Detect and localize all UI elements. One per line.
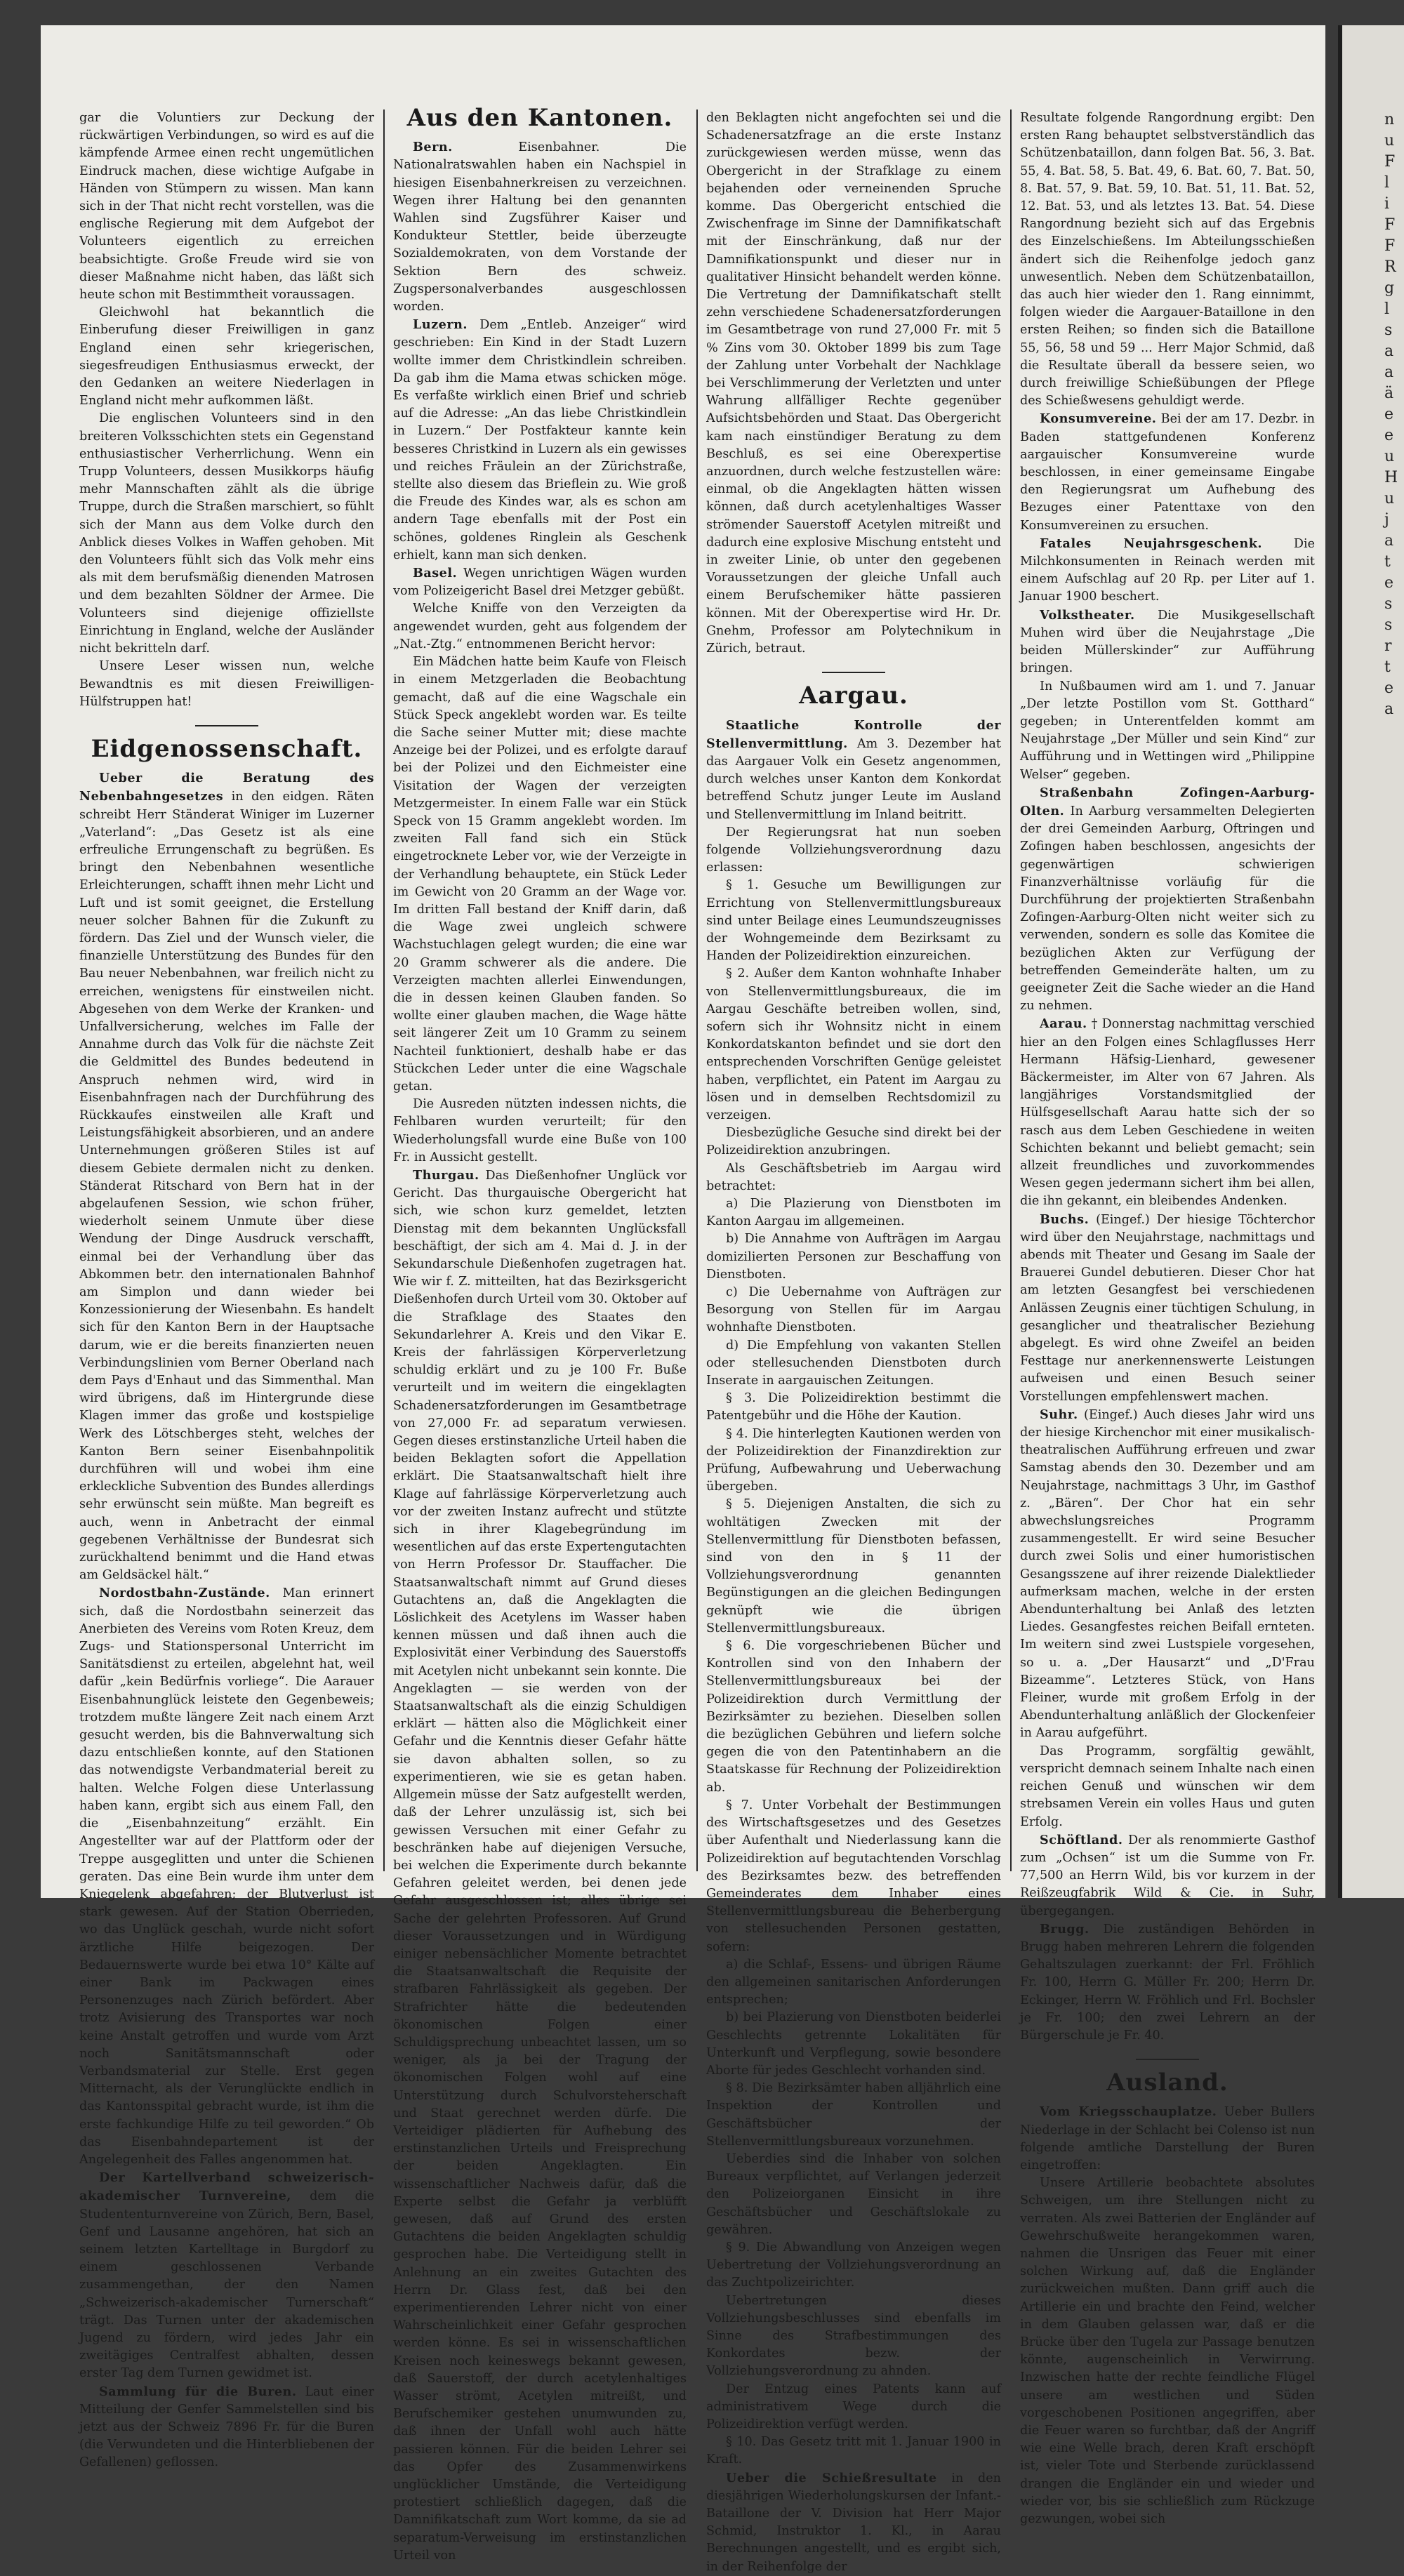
paragraph: Unsere Artillerie beobachtete absolutes Schweigen, um ihre Stellungen nicht zu verraten. Als zwei Batterien der Engländer auf Gewehrschußweite herangekommen waren, nahmen die Unsrigen das Feuer mit einer solchen Wirkung auf, daß die Engländer zurückweichen mußten. Dann griff auch die Artillerie ein und brachte den Feind, welcher in dem Glauben gelassen war, daß er die Brücke über den Tugela zur Passage benutzen könnte, augenscheinlich in Verwirrung. Inzwischen hatte der rechte feindliche Flügel unsere am westlichen und Süden vorgeschobenen Positionen angegriffen, aber die Feuer waren so furchtbar, daß der Angriff wie eine Welle brach, deren Kraft erschöpft ist, vieler Tote und Sterbende zurücklassend drangen die Engländer ein und wieder und wieder vor, bis sie schließlich zum Rückzuge gezwungen, wobei sich <box>1020 2176 1315 2527</box>
paragraph <box>1020 1211 1315 1406</box>
paragraph-text: Der als renommierte Gasthof zum „Ochsen“ ist um die Summe von Fr. 77,500 an Herrn Wild, bis vor kurzem in der Reißzeugfabrik Wild & Cie. in Suhr, übergegangen. <box>1020 1833 1315 1918</box>
section-divider <box>1136 2059 1199 2060</box>
paragraph-text: (Eingef.) Der hiesige Töchterchor wird über den Neujahrstage, nachmittags und abends mit Theater und Gesang im Saale der Brauerei Gundel debutieren. Dieser Chor hat am letzten Gesangfest bei verschiedenen Anlässen Zeugnis einer tüchtigen Schulung, in gesanglicher und theatralischer Beziehung abgelegt. Es wird ohne Zweifel an beiden Festtage nur anerkennenswerte Leistungen aufweisen und einen Besuch seiner Vorstellungen empfehlenswert machen. <box>1020 1212 1315 1404</box>
paragraph: § 8. Die Bezirksämter haben alljährlich eine Inspektion der Kontrollen und Geschäftsbücher der Stellenvermittlungsbureaux vorzunehmen. <box>706 2081 1001 2149</box>
strip-letter: t <box>1384 658 1391 676</box>
section-heading-aargau: Aargau. <box>799 682 908 710</box>
strip-letter: e <box>1384 574 1394 592</box>
paragraph-keyword: Thurgau. <box>413 1167 479 1183</box>
paragraph: Diesbezügliche Gesuche sind direkt bei der Polizeidirektion anzubringen. <box>706 1126 1001 1158</box>
paragraph-keyword: Aarau. <box>1040 1016 1087 1032</box>
paragraph-keyword: Volkstheater. <box>1040 607 1135 623</box>
section-divider <box>195 725 258 726</box>
paragraph-text: † Donnerstag nachmittag verschied hier an den Folgen eines Schlagflusses Herr Hermann Häfsig-Lienhard, gewesener Bäckermeister, im Alter von 67 Jahren. Als langjähriges Vorstandsmitglied der Hülfsgesellschaft Aarau hatte sich der so rasch aus dem Leben Geschiedene in weiten Schichten bekannt und beliebt gemacht; sein allzeit freundliches und zuvorkommendes Wesen gegen jedermann sichert ihm bei allen, die ihn gekannt, ein bleibendes Andenken. <box>1020 1017 1315 1209</box>
paragraph <box>1020 606 1315 678</box>
paragraph-keyword: Ueber die Beratung des Nebenbahngesetzes <box>79 771 374 804</box>
paragraph <box>79 1584 374 2169</box>
paragraph-keyword: Buchs. <box>1040 1211 1090 1227</box>
paragraph <box>1020 535 1315 606</box>
paragraph-keyword: Bern. <box>413 140 453 155</box>
paragraph-text: In Aarburg versammelten Delegierten der drei Gemeinden Aarburg, Oftringen und Zofingen haben beschlossen, angesichts der gegenwärtigen schwierigen Finanzverhältnisse vorläufig für die Durchführung der projektierten Straßenbahn Zofingen-Aarburg-Olten nicht weiter sich zu verwenden, sondern es solle das Komitee die bezüglichen Akten zur Verfügung der betreffenden Gemeinderäte halten, um zu geeigneter Zeit die Sache wieder an die Hand zu nehmen. <box>1020 804 1315 1014</box>
paragraph-keyword: Vom Kriegsschauplatze. <box>1040 2104 1217 2120</box>
paragraph: Die Ausreden nützten indessen nichts, die Fehlbaren wurden verurteilt; für den Wiederholungsfall wurde eine Buße von 100 Fr. in Aussicht gestellt. <box>393 1097 687 1164</box>
column-3 <box>706 109 1001 2576</box>
adjacent-page-fragments <box>1384 109 1404 720</box>
strip-letter: R <box>1384 258 1396 276</box>
paragraph-text: Das Dießenhofner Unglück vor Gericht. Das thurgauische Obergericht hat sich, wie schon kurz gemeldet, letzten Dienstag mit dem bekannten Unglücksfall beschäftigt, der sich am 4. Mai d. J. in der Sekundarschule Dießenhofen zugetragen hat. Wie wir f. Z. mitteilten, hat das Bezirksgericht Dießenhofen durch Urteil vom 30. Oktober auf die Strafklage des Staates den Sekundarlehrer A. Kreis und den Vikar E. Kreis der fahrlässigen Körperverletzung schuldig erklärt und zu je 100 Fr. Buße verurteilt und im weitern die eingeklagten Schadenersatzforderungen im Gesamtbetrage von 27,000 Fr. ad separatum verwiesen. Gegen dieses erstinstanzliche Urteil haben die beiden Beklagten sofort die Appellation erklärt. Die Staatsanwaltschaft hielt ihre Klage auf fahrlässige Körperverletzung auch vor der zweiten Instanz aufrecht und stützte sich in ihrer Klagebegründung im wesentlichen auf das erste Expertengutachten von Herrn Professor Dr. Stauffacher. Die Staatsanwaltschaft nimmt auf Grund dieses Gutachtens an, daß die Angeklagten die Löslichkeit des Acetylens im Wasser haben kennen müssen und daß ihnen auch die Explosivität einer Verbindung des Sauerstoffs mit Acetylen nicht unbekannt sein konnte. Die Angeklagten — sie werden von der Staatsanwaltschaft als die einzig Schuldigen erklärt — hätten also die Möglichkeit einer Gefahr und die Kenntnis dieser Gefahr hätte sie davon abhalten sollen, so zu experimentieren, wie sie es getan haben. Allgemein müsse der Satz aufgestellt werden, daß der Lehrer unzulässig ist, sich bei gewissen Versuchen mit einer Gefahr zu beschränken habe auf diejenigen Versuche, bei welchen die Experimente durch bekannte Gefahren geleitet werden, bei denen jede Gefahr ausgeschlossen ist; alles übrige sei Sache der gelehrten Professoren. Auf Grund dieser Voraussetzungen und in Würdigung einiger nebensächlicher Momente betrachtet die Staatsanwaltschaft die Requisite der strafbaren Fahrlässigkeit als gegeben. Der Strafrichter hätte die bedeutenden ökonomischen Folgen einer Schuldigsprechung unbeachtet lassen, um so weniger, als ja bei der Tragung der ökonomischen Folgen wohl auf eine Unterstützung durch Schulvorsteherschaft und Staat gerechnet werden dürfe. Die Verteidiger plädierten für Aufhebung des erstinstanzlichen Urteils und Freisprechung der beiden Angeklagten. Ein wissenschaftlicher Nachweis dafür, daß die Experte selbst die Gefahr ja verblüfft gewesen, daß auf Grund des ersten Gutachtens die beiden Angeklagten schuldig gesprochen habe. Die Verteidigung stellt in Anlehnung an ein zweites Gutachten des Herrn Dr. Glass fest, daß bei den experimentierenden Lehrer nicht von einer Wahrscheinlichkeit einer Gefahr gesprochen werden könne. Es sei in wissenschaftlichen Kreisen noch keineswegs bekannt gewesen, daß Sauerstoff, der durch acetylenhaltiges Wasser strömt, Acetylen mitreißt, und Berufschemiker gestehen unumwunden zu, daß ihnen der Unfall wohl auch hätte passieren können. Für die beiden Lehrer sei das Opfer des Zusammenwirkens unglücklicher Umstände, die Verteidigung protestiert schließlich dagegen, daß die Damnifikatschaft zum Wort komme, da sie ad separatum-Verweisung im erstinstanzlichen Urteil von <box>393 1168 687 2563</box>
paragraph: Ueberdies sind die Inhaber von solchen Bureaux verpflichtet, auf Verlangen jederzeit den Polizeiorganen Einsicht in ihre Geschäftsbücher und Geschäftslokale zu gewähren. <box>706 2151 1001 2237</box>
paragraph: gar die Voluntiers zur Deckung der rückwärtigen Verbindungen, so wird es auf die kämpfende Armee einen recht ungemütlichen Eindruck machen, diese wichtige Aufgabe in Händen von Stümpern zu wissen. Man kann sich in der That nicht recht vorstellen, was die englische Regierung mit dem Aufgebot der Volunteers eigentlich zu erreichen beabsichtigte. Große Freude wird sie von dieser Maßnahme nicht haben, das läßt sich heute schon mit Bestimmtheit voraussagen. <box>79 111 374 303</box>
strip-letter: F <box>1384 153 1396 171</box>
paragraph-text: dem die Studententurnvereine von Zürich, Bern, Basel, Genf und Lausanne angehören, hat sich an seinem letzten Kartelltage in Burgdorf zu einem geschlossenen Verbande zusammengethan, der den Namen „Schweizerisch-akademischer Turnerschaft“ trägt. Das Turnen unter der akademischen Jugend zu fördern, wird jedes Jahr ein zweitägiges Centralfest abhalten, dessen erster Tag dem Turnen gewidmet ist. <box>79 2189 374 2381</box>
paragraph <box>79 2169 374 2382</box>
paragraph <box>1020 410 1315 534</box>
paragraph: § 9. Die Abwandlung von Anzeigen wegen Uebertretung der Vollziehungsverordnung an das Zuchtpolizeirichter. <box>706 2240 1001 2290</box>
section-heading-eidgenossenschaft: Eidgenossenschaft. <box>91 734 363 763</box>
strip-letter: e <box>1384 406 1394 423</box>
paragraph: § 7. Unter Vorbehalt der Bestimmungen des Wirtschaftsgesetzes und des Gesetzes über Aufenthalt und Niederlassung kann die Polizeidirektion auf begutachtenden Vorschlag des Bezirksamtes bezw. des betreffenden Gemeinderates dem Inhaber eines Stellenvermittlungsbureau die Beherbergung von stellesuchenden Personen gestatten, sofern: <box>706 1798 1001 1954</box>
column-rule <box>383 109 385 1871</box>
paragraph-keyword: Staatliche Kontrolle der Stellenvermittlung. <box>706 717 1001 751</box>
paragraph <box>79 2383 374 2472</box>
strip-letter: i <box>1384 195 1390 213</box>
paragraph-text: in den diesjährigen Wiederholungskursen der Infant.-Bataillone der V. Division hat Herr Major Schmid, Instruktor 1. Kl., in Aarau Berechnungen angestellt, und es ergibt sich, in der Reihenfolge der <box>706 2471 1001 2574</box>
section-heading-ausland: Ausland. <box>1106 2069 1228 2097</box>
strip-letter: s <box>1384 595 1393 613</box>
paragraph-keyword: Suhr. <box>1040 1407 1078 1422</box>
list-item: c) Die Uebernahme von Aufträgen zur Besorgung von Stellen für im Aargau wohnhafte Dienstboten. <box>706 1285 1001 1335</box>
list-item: b) bei Plazierung von Dienstboten beiderlei Geschlechts getrennte Lokalitäten für Unterkunft und Verpflegung, sowie besondere Aborte für jedes Geschlecht vorhanden sind. <box>706 2010 1001 2078</box>
paragraph: den Beklagten nicht angefochten sei und die Schadenersatzfrage an die erste Instanz zurückgewiesen werden müsse, wenn das Obergericht in der Strafklage zu einem bejahenden oder verneinenden Spruche komme. Das Obergericht entschied die Zwischenfrage im Sinne der Damnifikatschaft mit der Einschränkung, daß nur der Damnifikationspunkt und dieser nur in qualitativer Hinsicht behandelt werden könne. Die Vertretung der Damnifikatschaft stellt zehn verschiedene Schadenersatzforderungen im Gesamtbetrage von rund 27,000 Fr. mit 5 % Zins vom 30. Oktober 1899 bis zum Tage der Zahlung unter Vorbehalt der Nachklage bei Verschlimmerung der Verletzten und unter Wahrung allfälliger Rechte gegenüber Aufsichtsbehörden und Staat. Das Obergericht kam nach einstündiger Beratung zu dem Beschluß, es sei eine Oberexpertise anzuordnen, durch welche festzustellen wäre: einmal, ob die Angeklagten hätten wissen können, daß durch acetylenhaltiges Wasser strömender Sauerstoff Acetylen mitreißt und dadurch eine explosive Mischung entsteht und in zweiter Linie, ob unter den gegebenen Voraussetzungen der gleiche Unfall auch einem Berufschemiker hätte passieren können. Mit der Oberexpertise wird Hr. Dr. Gnehm, Professor am Polytechnikum in Zürich, betraut. <box>706 111 1001 656</box>
paragraph <box>393 564 687 600</box>
paragraph <box>706 2469 1001 2576</box>
paragraph-text: Die Milchkonsumenten in Reinach werden mit einem Aufschlag auf 20 Rp. per Liter auf 1. Januar 1900 beschert. <box>1020 536 1315 604</box>
paragraph: § 3. Die Polizeidirektion bestimmt die Patentgebühr und die Höhe der Kaution. <box>706 1391 1001 1423</box>
list-item: a) Die Plazierung von Dienstboten im Kanton Aargau im allgemeinen. <box>706 1196 1001 1229</box>
newspaper-page <box>41 25 1325 2574</box>
paragraph-keyword: Ueber die Schießresultate <box>726 2470 937 2485</box>
strip-letter: s <box>1384 616 1393 634</box>
paragraph: Gleichwohl hat bekanntlich die Einberufung dieser Freiwilligen in ganz England einen sehr kriegerischen, siegesfreudigen Enthusiasmus erweckt, der den Gedanken an weitere Niederlagen in England nicht mehr aufkommen läßt. <box>79 305 374 409</box>
paragraph-keyword: Konsumvereine. <box>1040 411 1157 427</box>
paragraph: Unsere Leser wissen nun, welche Bewandtnis es mit diesen Freiwilligen-Hülfstruppen hat! <box>79 659 374 709</box>
strip-letter: n <box>1384 111 1395 128</box>
page-gutter <box>1338 25 1342 1898</box>
paragraph <box>706 717 1001 824</box>
column-2 <box>393 104 687 2565</box>
paragraph-text: Man erinnert sich, daß die Nordostbahn seinerzeit das Anerbieten des Vereins vom Roten Kreuz, dem Zugs- und Stationspersonal Unterricht im Sanitätsdienst zu erteilen, abgelehnt hat, weil dafür „kein Bedürfnis vorliege“. Die Aarauer Eisenbahnunglück leistete den Gegenbeweis; trotzdem mußte längere Zeit nach einem Arzt gesucht werden, bis die Bahnverwaltung sich dazu entschließen konnte, auf den Stationen das notwendigste Verbandmaterial bereit zu halten. Welche Folgen diese Unterlassung haben kann, ergibt sich aus einem Fall, den die „Eisenbahnzeitung“ erzählt. Ein Angestellter war auf der Plattform oder der Treppe ausgeglitten und unter die Schienen geraten. Das eine Bein wurde ihm unter dem Kniegelenk abgefahren; der Blutverlust ist stark gewesen. Auf der Station Oberrieden, wo das Unglück geschah, wurde nicht sofort ärztliche Hilfe beigezogen. Der Bedauernswerte wurde bei etwa 10° Kälte auf einer Bank im Packwagen eines Personenzuges nach Zürich befördert. Aber trotz Avisierung des Transportes war noch keine Anstalt getroffen und wurde vom Arzt noch Sanitätsmannschaft oder Verbandsmaterial zur Stelle. Erst gegen Mitternacht, als der Verunglückte endlich in das Kantonsspital gebracht wurde, ist ihm die erste fachkundige Hilfe zu teil geworden.“ Ob das Eisenbahndepartement ist der Angelegenheit des Falles angenommen hat. <box>79 1586 374 2167</box>
paragraph-text: Laut einer Mitteilung der Genfer Sammelstellen sind bis jetzt aus der Schweiz 7896 Fr. für die Buren (die Verwundeten und die Hinterbliebenen der Gefallenen) geflossen. <box>79 2384 374 2470</box>
paragraph: Die englischen Volunteers sind in den breiteren Volksschichten stets ein Gegenstand enthusiastischer Verherrlichung. Wenn ein Trupp Volunteers, dessen Musikkorps häufig mehr Mannschaften zählt als die übrige Truppe, durch die Straßen marschiert, so fühlt sich der Mann aus dem Volke durch den Anblick dieses Volkes in Waffen gehoben. Mit den Volunteers fühlt sich das Volk mehr eins als mit dem berufsmäßig dienenden Matrosen und dem bezahlten Söldner der Armee. Die Volunteers sind diejenige offiziellste Einrichtung in England, welche der Ausländer nicht bekritteln darf. <box>79 411 374 656</box>
paragraph-text: Wegen unrichtigen Wägen wurden vom Polizeigericht Basel drei Metzger gebüßt. <box>393 566 687 599</box>
strip-letter: t <box>1384 553 1391 571</box>
paragraph-keyword: Straßenbahn Zofingen-Aarburg-Olten. <box>1020 785 1315 818</box>
strip-letter: H <box>1384 469 1398 486</box>
paragraph: § 5. Diejenigen Anstalten, die sich zu wohltätigen Zwecken mit der Stellenvermittlung für Dienstboten befassen, sind von den in § 11 der Vollziehungsverordnung genannten Begünstigungen an die gleichen Bedingungen geknüpft wie die übrigen Stellenvermittlungsbureaux. <box>706 1497 1001 1635</box>
paragraph-text: Bei der am 17. Dezbr. in Baden stattgefundenen Konferenz aargauischer Konsumvereine wurde beschlossen, in einer gemeinsame Eingabe den Regierungsrat um Aufhebung des Bezuges einer Patenttaxe von den Konsumvereinen zu ersuchen. <box>1020 412 1315 533</box>
column-rule <box>1010 109 1012 1871</box>
column-1 <box>79 109 374 2472</box>
paragraph: Das Programm, sorgfältig gewählt, verspricht demnach seinem Inhalte nach einen reichen Genuß und wünschen wir dem strebsamen Verein ein volles Haus und guten Erfolg. <box>1020 1744 1315 1829</box>
paragraph <box>79 769 374 1584</box>
strip-letter: l <box>1384 174 1390 192</box>
paragraph: Uebertretungen dieses Vollziehungsbeschlusses sind ebenfalls im Sinne des Strafbestimmungen des Konkordates bezw. der Vollziehungsverordnung zu ahnden. <box>706 2293 1001 2379</box>
strip-letter: g <box>1384 279 1395 297</box>
strip-letter: a <box>1384 701 1394 718</box>
list-item: a) die Schlaf-, Essens- und übrigen Räume den allgemeinen sanitarischen Anforderungen entsprechen; <box>706 1957 1001 2007</box>
paragraph-text: Eisenbahner. Die Nationalratswahlen haben ein Nachspiel in hiesigen Eisenbahnerkreisen zu verzeichnen. Wegen ihrer Haltung bei den genannten Wahlen sind Zugsführer Kaiser und Kondukteur Stettler, beide überzeugte Sozialdemokraten, von dem Vorstande der Sektion Bern des schweiz. Zugspersonalverbandes ausgeschlossen worden. <box>393 140 687 314</box>
section-heading-kantonen: Aus den Kantonen. <box>406 104 673 132</box>
paragraph: Der Regierungsrat hat nun soeben folgende Vollziehungsverordnung dazu erlassen: <box>706 825 1001 875</box>
strip-letter: r <box>1384 637 1392 655</box>
list-item: d) Die Empfehlung von vakanten Stellen oder stellesuchenden Dienstboten durch Inserate in aargauischen Zeitungen. <box>706 1338 1001 1388</box>
strip-letter: F <box>1384 237 1396 255</box>
paragraph: Ein Mädchen hatte beim Kaufe von Fleisch in einem Metzgerladen die Beobachtung gemacht, daß auf die eine Wagschale ein Stück Speck angeklebt worden war. Es teilte die Sache seiner Mutter mit; diese machte Anzeige bei der Polizei, und es erfolgte darauf bei der Polizei und den Eichmeister eine Visitation der Wagen der verzeigten Metzgermeister. In einem Falle war ein Stück Speck von 15 Gramm angeklebt worden. Im zweiten Fall fand sich ein Stück eingetrocknete Leber vor, wie der Verzeigte in der Verhandlung behauptete, ein Stück Leder im Gewicht von 20 Gramm an der Wage vor. Im dritten Fall bestand der Kniff darin, daß die Wage zwei ungleich schwere Wachstuchlagen gelegt wurden; die eine war 20 Gramm schwerer als die andere. Die Verzeigten machten allerlei Einwendungen, die in dessen keinen Glauben fanden. So wollte einer glauben machen, die Wage hätte seit längerer Zeit um 10 Gramm zu seinem Nachteil funktioniert, deshalb habe er das Stückchen Leder unter die eine Wagschale getan. <box>393 655 687 1094</box>
list-item: b) Die Annahme von Aufträgen im Aargau domizilierten Personen zur Beschaffung von Dienstboten. <box>706 1232 1001 1282</box>
paragraph-keyword: Der Kartellverband schweizerisch-akademischer Turnvereine, <box>79 2170 374 2204</box>
paragraph <box>1020 1406 1315 1743</box>
paragraph-text: Am 3. Dezember hat das Aargauer Volk ein Gesetz angenommen, durch welches unser Kanton dem Konkordat betreffend Schutz junger Leute im Ausland und Stellenvermittlung im Inland beitritt. <box>706 736 1001 822</box>
paragraph: In Nußbaumen wird am 1. und 7. Januar „Der letzte Postillon vom St. Gotthard“ gegeben; in Unterentfelden kommt am Neujahrstage „Der Müller und sein Kind“ zur Aufführung und in Wettingen wird „Philippine Welser“ gegeben. <box>1020 679 1315 782</box>
paragraph-keyword: Basel. <box>413 566 458 581</box>
paragraph-keyword: Luzern. <box>413 317 468 333</box>
paragraph: § 4. Die hinterlegten Kautionen werden von der Polizeidirektion der Finanzdirektion zur Prüfung, Aufbewahrung und Ueberwachung übergeben. <box>706 1426 1001 1494</box>
paragraph <box>393 316 687 564</box>
adjacent-page-strip <box>1338 25 1404 1898</box>
paragraph: Welche Kniffe von den Verzeigten da angewendet wurden, geht aus folgendem der „Nat.-Ztg.“ entnommenen Bericht hervor: <box>393 602 687 651</box>
strip-letter: s <box>1384 321 1393 339</box>
paragraph-keyword: Sammlung für die Buren. <box>99 2384 297 2399</box>
paragraph: Als Geschäftsbetrieb im Aargau wird betrachtet: <box>706 1161 1001 1193</box>
paragraph <box>1020 784 1315 1016</box>
paragraph <box>1020 1920 1315 2045</box>
strip-letter: j <box>1384 511 1389 529</box>
paragraph <box>1020 1015 1315 1210</box>
strip-letter: a <box>1384 364 1394 381</box>
paragraph: § 6. Die vorgeschriebenen Bücher und Kontrollen sind von den Inhabern der Stellenvermittlungsbureaux bei der Polizeidirektion durch Vermittlung der Bezirksämter zu beziehen. Dieselben sollen die bezüglichen Gebühren und liefern solche gegen die von den Patentinhabern an die Staatskasse für Rechnung der Polizeidirektion ab. <box>706 1639 1001 1795</box>
paragraph-keyword: Nordostbahn-Zustände. <box>99 1586 270 1601</box>
paragraph-text: Dem „Entleb. Anzeiger“ wird geschrieben: Ein Kind in der Stadt Luzern wollte immer dem Christkindlein schreiben. Da gab ihm die Mama etwas schicken möge. Es verfaßte wirklich einen Brief und schrieb auf die Adresse: „An das liebe Christkindlein in Luzern.“ Der Postfakteur kannte kein besseres Christkind in Luzern als ein gewisses und reiches Fräulein an der Zürichstraße, stellte also diesem das Brieflein zu. Wie groß die Freude des Kindes war, als es schon am andern Tage ebenfalls mit der Post ein schönes, goldenes Ringlein als Geschenk erhielt, kann man sich denken. <box>393 318 687 562</box>
strip-letter: ä <box>1384 385 1394 402</box>
paragraph <box>1020 1831 1315 1920</box>
strip-letter: l <box>1384 300 1390 318</box>
strip-letter: F <box>1384 216 1396 234</box>
strip-letter: u <box>1384 132 1395 150</box>
paragraph-text: (Eingef.) Auch dieses Jahr wird uns der hiesige Kirchenchor mit einer musikalisch-theatralischen Aufführung erfreuen und zwar Samstag abends den 30. Dezember und am Neujahrstage, nachmittags 3 Uhr, im Gasthof z. „Bären“. Der Chor hat ein sehr abwechslungsreiches Programm zusammengestellt. Er wird seine Besucher durch zwei Solis und einer humoristischen Gesangsszene auf ihrer reizende Dialektlieder aufmerksam machen, welche in der ersten Abendunterhaltung bei Anlaß des letzten Liedes. Gesangfestes reichen Beifall ernteten. Im weitern sind zwei Lustspiele vorgesehen, so u. a. „Der Hausarzt“ und „D'Frau Bizeamme“. Letzteres Stück, von Hans Fleiner, wurde mit großem Erfolg in der Abendunterhaltung anläßlich der Glockenfeier in Aarau aufgeführt. <box>1020 1407 1315 1741</box>
column-rule <box>696 109 698 1871</box>
strip-letter: e <box>1384 679 1394 697</box>
strip-letter: u <box>1384 448 1395 465</box>
strip-letter: e <box>1384 427 1394 444</box>
column-4 <box>1020 109 1315 2528</box>
paragraph <box>393 138 687 316</box>
paragraph-text: in den eidgen. Räten schreibt Herr Ständerat Winiger im Luzerner „Vaterland“: „Das Gesetz ist als eine erfreuliche Errungenschaft zu begrüßen. Es bringt den Nebenbahnen wesentliche Erleichterungen, schafft ihnen mehr Licht und Luft und ist somit geeignet, die Erstellung neuer solcher Bahnen für die Zukunft zu fördern. Das Ziel und der Wunsch vieler, die finanzielle Unterstützung des Bundes für den Bau neuer Nebenbahnen, war freilich nicht zu erreichen, wenigstens für einstweilen nicht. Abgesehen von dem Werke der Kranken- und Unfallversicherung, welches im Falle der Annahme durch das Volk für die nächste Zeit die Geldmittel des Bundes bedeutend in Anspruch nehmen wird, wird in Eisenbahnfragen nach der Durchführung des Rückkaufes einstweilen alle Kraft und Leistungsfähigkeit absorbieren, und an andere Unternehmungen größeren Stiles ist auf diesem Gebiete dermalen nicht zu denken. Ständerat Ritschard von Bern hat in der abgelaufenen Session, wie schon früher, wiederholt seinem Unmute über diese Wendung der Dinge Ausdruck verschafft, einmal bei der Verhandlung über das Abkommen betr. den internationalen Bahnhof am Simplon und dann wieder bei Konzessionierung der Wiesenbahn. Es handelt sich für den Kanton Bern in der Hauptsache darum, wie er die bereits finanzierten neuen Verbindungslinien vom Berner Oberland nach dem Pays d'Enhaut und das Simmenthal. Man wird übrigens, daß im Hintergrunde diese Klagen immer das große und kostspielige Werk des Lötschberges steht, welches der Kanton Bern seiner Eisenbahnpolitik durchführen will und wobei ihm eine erkleckliche Subvention des Bundes allerdings sehr erwünscht sein müßte. Man begreift es auch, wenn in Anbetracht der einmal gegebenen Verhältnisse der Bundesrat sich zurückhaltend benimmt und die Hand etwas am Geldsäckel hält.“ <box>79 790 374 1583</box>
paragraph: § 10. Das Gesetz tritt mit 1. Januar 1900 in Kraft. <box>706 2435 1001 2467</box>
strip-letter: u <box>1384 490 1395 507</box>
paragraph-keyword: Fatales Neujahrsgeschenk. <box>1040 536 1263 551</box>
paragraph-keyword: Schöftland. <box>1040 1832 1123 1847</box>
paragraph <box>393 1167 687 2565</box>
paragraph <box>1020 2103 1315 2175</box>
paragraph: § 1. Gesuche um Bewilligungen zur Errichtung von Stellenvermittlungsbureaux sind unter Beilage eines Leumundszeugnisses der Wohngemeinde dem Bezirksamt zu Handen der Polizeidirektion einzureichen. <box>706 878 1001 964</box>
section-divider <box>822 672 885 673</box>
paragraph-text: Ueber Bullers Niederlage in der Schlacht bei Colenso ist nun folgende amtliche Darstellung der Buren eingetroffen: <box>1020 2105 1315 2172</box>
paragraph-keyword: Brugg. <box>1040 1921 1090 1937</box>
paragraph-text: Die zuständigen Behörden in Brugg haben mehreren Lehrern die folgenden Gehaltszulagen zuerkannt: der Frl. Fröhlich Fr. 100, Herrn G. Müller Fr. 200; Herrn Dr. Eckinger, Herrn W. Fröhlich und Frl. Bochsler je Fr. 100; den zwei Lehrern an der Bürgerschule je Fr. 40. <box>1020 1922 1315 2043</box>
paragraph: Der Entzug eines Patents kann auf administrativem Wege durch die Polizeidirektion verfügt werden. <box>706 2382 1001 2431</box>
strip-letter: a <box>1384 343 1394 360</box>
strip-letter: a <box>1384 532 1394 550</box>
paragraph: Resultate folgende Rangordnung ergibt: Den ersten Rang behauptet selbstverständlich das Schützenbataillon, dann folgen Bat. 56, 3. Bat. 55, 4. Bat. 58, 5. Bat. 49, 6. Bat. 60, 7. Bat. 50, 8. Bat. 57, 9. Bat. 59, 10. Bat. 51, 11. Bat. 52, 12. Bat. 53, und als letztes 13. Bat. 54. Diese Rangordnung bezieht sich auf das Ergebnis des Einzelschießens. Im Abteilungsschießen ändert sich die Reihenfolge jedoch ganz unwesentlich. Neben dem Schützenbataillon, das auch hier wieder den 1. Rang einnimmt, folgen wieder die Aargauer-Bataillone in den ersten Reihen; so finden sich die Bataillone 55, 56, 58 und 59 ... Herr Major Schmid, daß die Resultate überall da bessere seien, wo durch freiwillige Schießübungen der Pflege des Schießwesens gehuldigt werde. <box>1020 111 1315 409</box>
paragraph: § 2. Außer dem Kanton wohnhafte Inhaber von Stellenvermittlungsbureaux, die im Aargau Geschäfte betreiben wollen, sind, sofern sich ihr Wohnsitz nicht in einem Konkordatskanton befindet und sie dort den entsprechenden Vorschriften Genüge geleistet haben, verpflichtet, ein Patent im Aargau zu lösen und in demselben Rechtsdomizil zu verzeigen. <box>706 967 1001 1122</box>
paragraph-text: Die Musikgesellschaft Muhen wird über die Neujahrstage „Die beiden Müllerskinder“ zur Aufführung bringen. <box>1020 608 1315 676</box>
